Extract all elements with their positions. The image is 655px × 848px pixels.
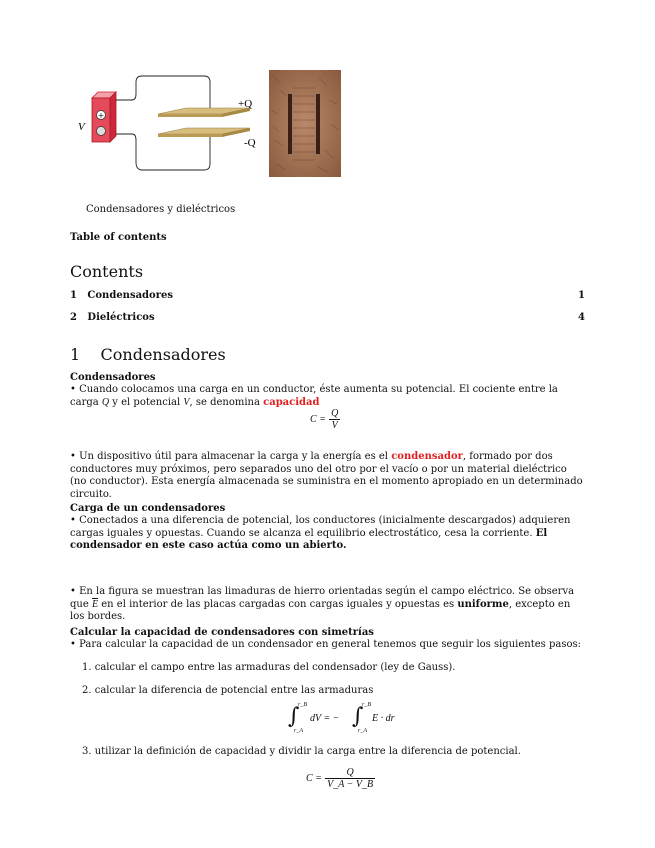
paragraph xyxy=(70,515,586,553)
eq-lhs: C = xyxy=(306,773,322,784)
equation-capacity xyxy=(310,408,340,431)
eq-numerator: Q xyxy=(331,408,339,419)
capacitor-diagram xyxy=(72,70,268,180)
svg-text:+: + xyxy=(97,111,105,120)
list-item: 1. calcular el campo entre las armaduras del condensador (ley de Gauss). xyxy=(82,662,456,673)
section-name: Condensadores xyxy=(100,345,226,364)
toc-entry[interactable] xyxy=(70,312,585,323)
bold-text: El condensador en este caso actúa como un abierto. xyxy=(70,527,548,552)
list-item: 2. calcular la diferencia de potencial entre las armaduras xyxy=(82,685,374,696)
toc-title: Condensadores xyxy=(87,290,173,301)
eq-numerator: Q xyxy=(325,767,375,779)
vector-symbol: $\overline{E}$ xyxy=(91,598,99,610)
subsection-heading: Condensadores xyxy=(70,372,156,383)
text: • Un dispositivo útil para almacenar la carga y la energía es el xyxy=(70,451,392,462)
section-title xyxy=(70,345,226,364)
contents-title: Contents xyxy=(70,262,144,281)
text: • En la figura se muestran las limaduras de hierro orientadas según el campo eléctrico. Se observa que xyxy=(70,586,575,610)
toc-page: 4 xyxy=(578,312,585,323)
paragraph xyxy=(70,384,586,409)
toc-title: Dieléctricos xyxy=(87,312,155,323)
iron-filings-photo xyxy=(269,70,341,177)
math-symbol: Q xyxy=(101,396,110,408)
text: • Conectados a una diferencia de potencial, los conductores (inicialmente descargados) adquieren cargas iguales y opuestas. Cuando se alcanza el equilibrio electrostático, cesa la corriente. xyxy=(70,515,571,539)
text: • Cuando colocamos una carga en un conductor, éste aumenta su potencial. El cociente entre la carga xyxy=(70,384,558,408)
eq-upper-limit: r_B xyxy=(362,702,371,708)
paragraph: • Para calcular la capacidad de un condensador en general tenemos que seguir los siguientes pasos: xyxy=(70,639,581,650)
paragraph xyxy=(70,586,586,624)
eq-denominator: V xyxy=(331,420,338,431)
label-v: V xyxy=(78,121,85,133)
toc-entry[interactable] xyxy=(70,290,585,301)
subsection-heading: Calcular la capacidad de condensadores con simetrías xyxy=(70,627,374,638)
bold-text: uniforme xyxy=(457,598,509,610)
paragraph xyxy=(70,451,586,501)
label-minus-q: -Q xyxy=(244,137,256,149)
eq-lhs: C = xyxy=(310,414,326,425)
eq-upper-limit: r_B xyxy=(298,702,307,708)
text: , se denomina xyxy=(189,396,264,408)
math-symbol: V xyxy=(183,396,190,408)
toc-page: 1 xyxy=(578,290,585,301)
eq-right: E · dr xyxy=(372,713,395,724)
toc-number: 2 xyxy=(70,312,77,323)
text: en el interior de las placas cargadas con cargas iguales y opuestas es xyxy=(98,598,458,610)
subsection-heading: Carga de un condensadores xyxy=(70,503,226,514)
text: , formado por dos conductores muy próximos, pero separados uno del otro por el vacío o por un material dieléctrico (no conductor). Esta energía almacenada se suministra en el momento apropiado en un determinado circuito. xyxy=(70,451,583,500)
integral-sign: ∫ xyxy=(352,704,364,729)
integral-sign: ∫ xyxy=(288,704,300,729)
highlight-term: capacidad xyxy=(263,396,320,408)
toc-number: 1 xyxy=(70,290,77,301)
text: , excepto en los bordes. xyxy=(70,598,571,623)
toc-list xyxy=(70,290,585,323)
eq-lower-limit: r_A xyxy=(358,728,367,734)
eq-denominator: V_A − V_B xyxy=(327,779,374,790)
eq-middle: dV = − xyxy=(310,713,340,724)
eq-lower-limit: r_A xyxy=(294,728,303,734)
figure-caption: Condensadores y dieléctricos xyxy=(86,204,236,215)
highlight-term: condensador xyxy=(391,451,463,462)
list-item: 3. utilizar la definición de capacidad y dividir la carga entre la diferencia de potencial. xyxy=(82,746,521,757)
section-number: 1 xyxy=(70,345,81,364)
equation-capacity-final xyxy=(306,767,375,790)
label-plus-q: +Q xyxy=(238,98,253,110)
text: y el potencial xyxy=(109,396,184,408)
toc-heading: Table of contents xyxy=(70,232,167,243)
